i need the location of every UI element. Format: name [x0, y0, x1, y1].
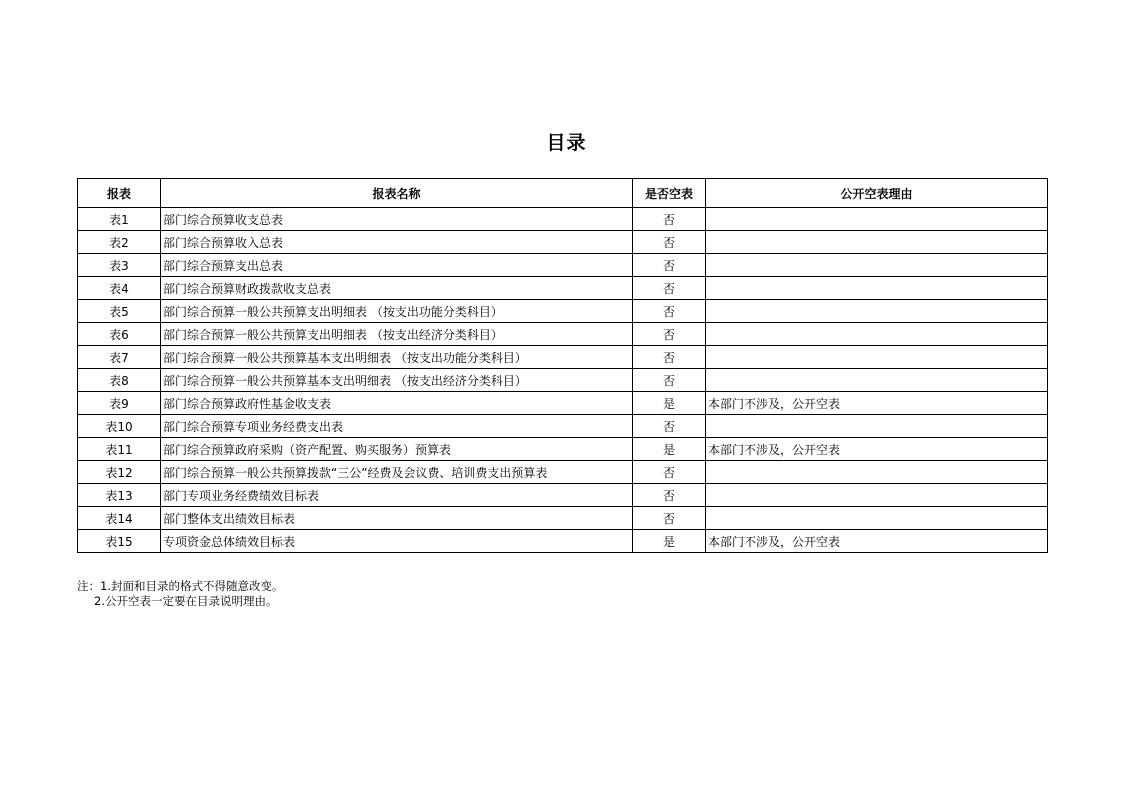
table-row	[78, 392, 1048, 415]
cell-name: 部门综合预算一般公共预算基本支出明细表 （按支出功能分类科目）	[161, 346, 633, 369]
cell-name: 专项资金总体绩效目标表	[161, 530, 633, 553]
cell-reason	[706, 231, 1048, 254]
cell-empty: 否	[633, 254, 706, 277]
table-row	[78, 438, 1048, 461]
footnote-2: 2.公开空表一定要在目录说明理由。	[94, 594, 278, 608]
cell-num: 表1	[78, 208, 161, 231]
cell-num: 表14	[78, 507, 161, 530]
cell-reason	[706, 208, 1048, 231]
cell-empty: 否	[633, 484, 706, 507]
header-reason: 公开空表理由	[706, 179, 1048, 208]
table-row	[78, 346, 1048, 369]
table-body	[78, 208, 1048, 553]
footnote-1: 注：1.封面和目录的格式不得随意改变。	[77, 579, 284, 593]
table-row	[78, 507, 1048, 530]
cell-name: 部门综合预算一般公共预算拨款“三公”经费及会议费、培训费支出预算表	[161, 461, 633, 484]
cell-empty: 否	[633, 415, 706, 438]
cell-reason	[706, 300, 1048, 323]
cell-num: 表3	[78, 254, 161, 277]
cell-num: 表5	[78, 300, 161, 323]
toc-table	[77, 178, 1048, 553]
cell-name: 部门整体支出绩效目标表	[161, 507, 633, 530]
cell-empty: 否	[633, 323, 706, 346]
cell-reason	[706, 461, 1048, 484]
table-row	[78, 231, 1048, 254]
cell-num: 表13	[78, 484, 161, 507]
table-row	[78, 369, 1048, 392]
cell-name: 部门综合预算政府采购（资产配置、购买服务）预算表	[161, 438, 633, 461]
cell-reason	[706, 507, 1048, 530]
cell-empty: 否	[633, 208, 706, 231]
cell-name: 部门综合预算财政拨款收支总表	[161, 277, 633, 300]
table-row	[78, 300, 1048, 323]
cell-num: 表15	[78, 530, 161, 553]
cell-empty: 是	[633, 392, 706, 415]
cell-name: 部门综合预算一般公共预算支出明细表 （按支出经济分类科目）	[161, 323, 633, 346]
cell-empty: 否	[633, 346, 706, 369]
cell-empty: 否	[633, 461, 706, 484]
table-row	[78, 415, 1048, 438]
cell-reason: 本部门不涉及，公开空表	[706, 530, 1048, 553]
cell-empty: 否	[633, 231, 706, 254]
cell-num: 表11	[78, 438, 161, 461]
cell-reason: 本部门不涉及，公开空表	[706, 438, 1048, 461]
cell-name: 部门综合预算收入总表	[161, 231, 633, 254]
cell-num: 表9	[78, 392, 161, 415]
cell-reason	[706, 323, 1048, 346]
cell-num: 表10	[78, 415, 161, 438]
cell-reason	[706, 254, 1048, 277]
cell-empty: 否	[633, 277, 706, 300]
cell-name: 部门专项业务经费绩效目标表	[161, 484, 633, 507]
cell-name: 部门综合预算支出总表	[161, 254, 633, 277]
page-title: 目录	[546, 132, 587, 154]
cell-reason	[706, 415, 1048, 438]
table-row	[78, 277, 1048, 300]
table-row	[78, 461, 1048, 484]
table-row	[78, 484, 1048, 507]
table-header-row	[78, 179, 1048, 208]
cell-name: 部门综合预算专项业务经费支出表	[161, 415, 633, 438]
cell-empty: 是	[633, 530, 706, 553]
header-name: 报表名称	[161, 179, 633, 208]
cell-empty: 否	[633, 369, 706, 392]
cell-num: 表6	[78, 323, 161, 346]
cell-reason	[706, 369, 1048, 392]
cell-name: 部门综合预算收支总表	[161, 208, 633, 231]
cell-name: 部门综合预算政府性基金收支表	[161, 392, 633, 415]
cell-num: 表12	[78, 461, 161, 484]
table-row	[78, 208, 1048, 231]
table-row	[78, 323, 1048, 346]
footnotes	[77, 579, 283, 609]
cell-empty: 否	[633, 300, 706, 323]
cell-reason: 本部门不涉及，公开空表	[706, 392, 1048, 415]
cell-reason	[706, 277, 1048, 300]
table-row	[78, 530, 1048, 553]
cell-empty: 否	[633, 507, 706, 530]
header-empty: 是否空表	[633, 179, 706, 208]
cell-reason	[706, 346, 1048, 369]
cell-num: 表2	[78, 231, 161, 254]
cell-num: 表8	[78, 369, 161, 392]
cell-empty: 是	[633, 438, 706, 461]
cell-reason	[706, 484, 1048, 507]
cell-name: 部门综合预算一般公共预算基本支出明细表 （按支出经济分类科目）	[161, 369, 633, 392]
header-num: 报表	[78, 179, 161, 208]
cell-name: 部门综合预算一般公共预算支出明细表 （按支出功能分类科目）	[161, 300, 633, 323]
table-row	[78, 254, 1048, 277]
cell-num: 表4	[78, 277, 161, 300]
cell-num: 表7	[78, 346, 161, 369]
